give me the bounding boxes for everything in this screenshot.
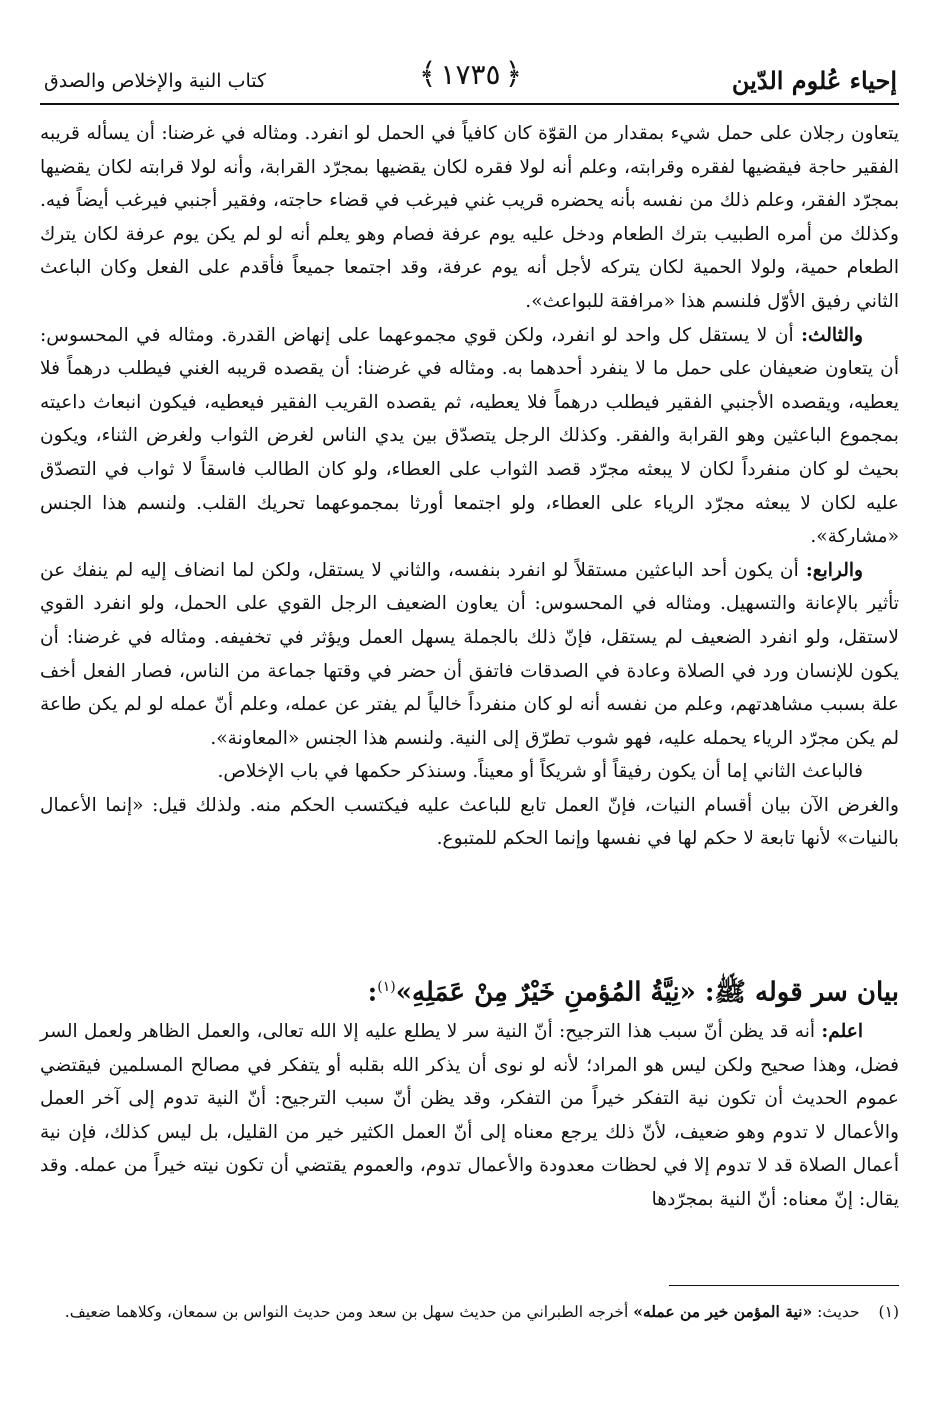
footnote-quote: «نية المؤمن خير من عمله» (633, 1302, 813, 1321)
paragraph-text: فالباعث الثاني إما أن يكون رفيقاً أو شريكاً أو معيناً. وسنذكر حكمها في باب الإخلاص. (217, 761, 863, 783)
paragraph (40, 1015, 899, 1217)
footnote-divider (669, 1285, 899, 1286)
paragraph-lead: والرابع: (805, 559, 863, 581)
footnote-ref: (١) (377, 979, 396, 995)
paragraph-lead: والثالث: (801, 324, 864, 346)
section-heading (40, 963, 899, 1017)
chapter-title: كتاب النية والإخلاص والصدق (44, 70, 267, 92)
paragraph-text: والغرض الآن بيان أقسام النيات، فإنّ العمل تابع للباعث عليه فيكتسب الحكم منه. ولذلك قيل: «إنما الأعمال بالنيات» لأنها تابعة لا حكم لها في نفسها وإنما الحكم للمتبوع. (40, 794, 899, 850)
section-heading-text: بيان سر قوله ﷺ: «نِيَّةُ المُؤمنِ خَيْرٌ مِنْ عَمَلِهِ» (395, 977, 899, 1008)
header-divider (40, 103, 899, 105)
paragraph-text: أنه قد يظن أنّ سبب هذا الترجيح: أنّ النية سر لا يطلع عليه إلا الله تعالى، والعمل الظاهر ولعمل السر فضل، وهذا صحيح ولكن ليس هو المراد؛ لأنه لو نوى أن يذكر الله بقلبه أو يتفكر في مصالح المسلمين فيقتضي عموم الحديث أن تكون نية التفكر خيراً من التفكر، وقد يظن أنّ سبب الترجيح: أنّ النية تدوم إلى آخر العمل والأعمال لا تدوم وهو ضعيف، لأنّ ذلك يرجع معناه إلى أنّ العمل الكثير خير من القليل، بل ليس كذلك، فإن نية أعمال الصلاة قد لا تدوم إلا في لحظات معدودة والأعمال تدوم، والعموم يقتضي أن تكون نيته خيراً من عمله. وقد يقال: إنّ معناه: أنّ النية بمجرّدها (40, 1021, 899, 1210)
ornament-right-icon: ﴾ (418, 56, 437, 92)
paragraph (40, 554, 899, 756)
footnote-number: (١) (878, 1303, 899, 1321)
paragraph-lead: اعلم: (821, 1021, 863, 1042)
paragraph (40, 789, 899, 856)
section-heading-end: : (367, 977, 378, 1008)
paragraph (40, 319, 899, 554)
paragraph (40, 755, 899, 789)
ornament-left-icon: ﴿ (504, 56, 523, 92)
footnote-prefix: حديث: (817, 1303, 860, 1321)
paragraph-text: يتعاون رجلان على حمل شيء بمقدار من القوّة كان كافياً في الحمل لو انفرد. ومثاله في غرضنا: أن يسأله قريبه الفقير حاجة فيقضيها لفقره وقرابته، وعلم أنه لولا فقره لكان يقضيها بمجرّد القرابة، وأنه لولا قرابته لكان يقضيها بمجرّد الفقر، وعلم ذلك من نفسه بأنه يحضره قريب غني فيرغب في قضاء حاجته، وفقير أجنبي فيرغب أيضاً فيه. وكذلك من أمره الطبيب بترك الطعام ودخل عليه يوم عرفة فصام وهو يعلم أنه لو لم يكن يوم عرفة لكان يترك الطعام حمية، ولولا الحمية لكان يتركه لأجل أنه يوم عرفة، وقد اجتمعا جميعاً فأقدم على الفعل وكان الباعث الثاني رفيق الأوّل فلنسم هذا «مرافقة للبواعث». (40, 123, 900, 312)
paragraph-text: أن يكون أحد الباعثين مستقلاً لو انفرد بنفسه، والثاني لا يستقل، ولكن لما انضاف إليه لم ينفك عن تأثير بالإعانة والتسهيل. ومثاله في المحسوس: أن يعاون الضعيف الرجل القوي على الحمل، ولو انفرد القوي لاستقل، ولو انفرد الضعيف لم يستقل، فإنّ ذلك بالجملة يسهل العمل ويؤثر في تخفيفه. ومثاله في غرضنا: أن يكون للإنسان ورد في الصلاة وعادة في الصدقات فاتفق أن حضر في وقتها جماعة من الناس، فصار الفعل أخف علة بسبب مشاهدتهم، وعلم من نفسه أنه لو كان منفرداً خالياً لم يفتر عن عمله، وعلم أنّ عمله لو لم يكن طاعة لم يكن مجرّد الرياء يحمله عليه، فهو شوب تطرّق إلى النية. ولنسم هذا الجنس «المعاونة». (40, 559, 899, 749)
book-title: إحياء عُلوم الدّين (731, 66, 897, 95)
paragraph-text: أن لا يستقل كل واحد لو انفرد، ولكن قوي مجموعهما على إنهاض القدرة. ومثاله في المحسوس: أن يتعاون ضعيفان على حمل ما لا ينفرد أحدهما به. ومثاله في غرضنا: أن يقصده قريبه الغني فيطلب درهماً فلا يعطيه، ويقصده الأجنبي الفقير فيطلب درهماً فلا يعطيه، ثم يقصده القريب الفقير فيعطيه، فيكون انبعاث داعيته بمجموع الباعثين وهو القرابة والفقر. وكذلك الرجل يتصدّق بين يدي الناس لغرض الثواب ولغرض الثناء، ويكون بحيث لو كان منفرداً لكان لا يبعثه مجرّد قصد الثواب على العطاء، ولو كان الطالب فاسقاً لا ثواب في التصدّق عليه لكان لا يبعثه مجرّد الرياء على العطاء، ولو اجتمعا أورثا بمجموعهما تحريك القلب. ولنسم هذا الجنس «مشاركة». (40, 324, 899, 548)
page-number: ١٧٣٥ (440, 58, 501, 91)
paragraph (40, 117, 899, 319)
footnotes (40, 1295, 899, 1329)
footnote-text: أخرجه الطبراني من حديث سهل بن سعد ومن حديث النواس بن سمعان، وكلاهما ضعيف. (64, 1303, 629, 1321)
page-number-block (419, 58, 522, 91)
section-text (40, 1015, 899, 1217)
main-text (40, 117, 899, 856)
footnote (40, 1295, 899, 1329)
page-header (44, 58, 897, 102)
